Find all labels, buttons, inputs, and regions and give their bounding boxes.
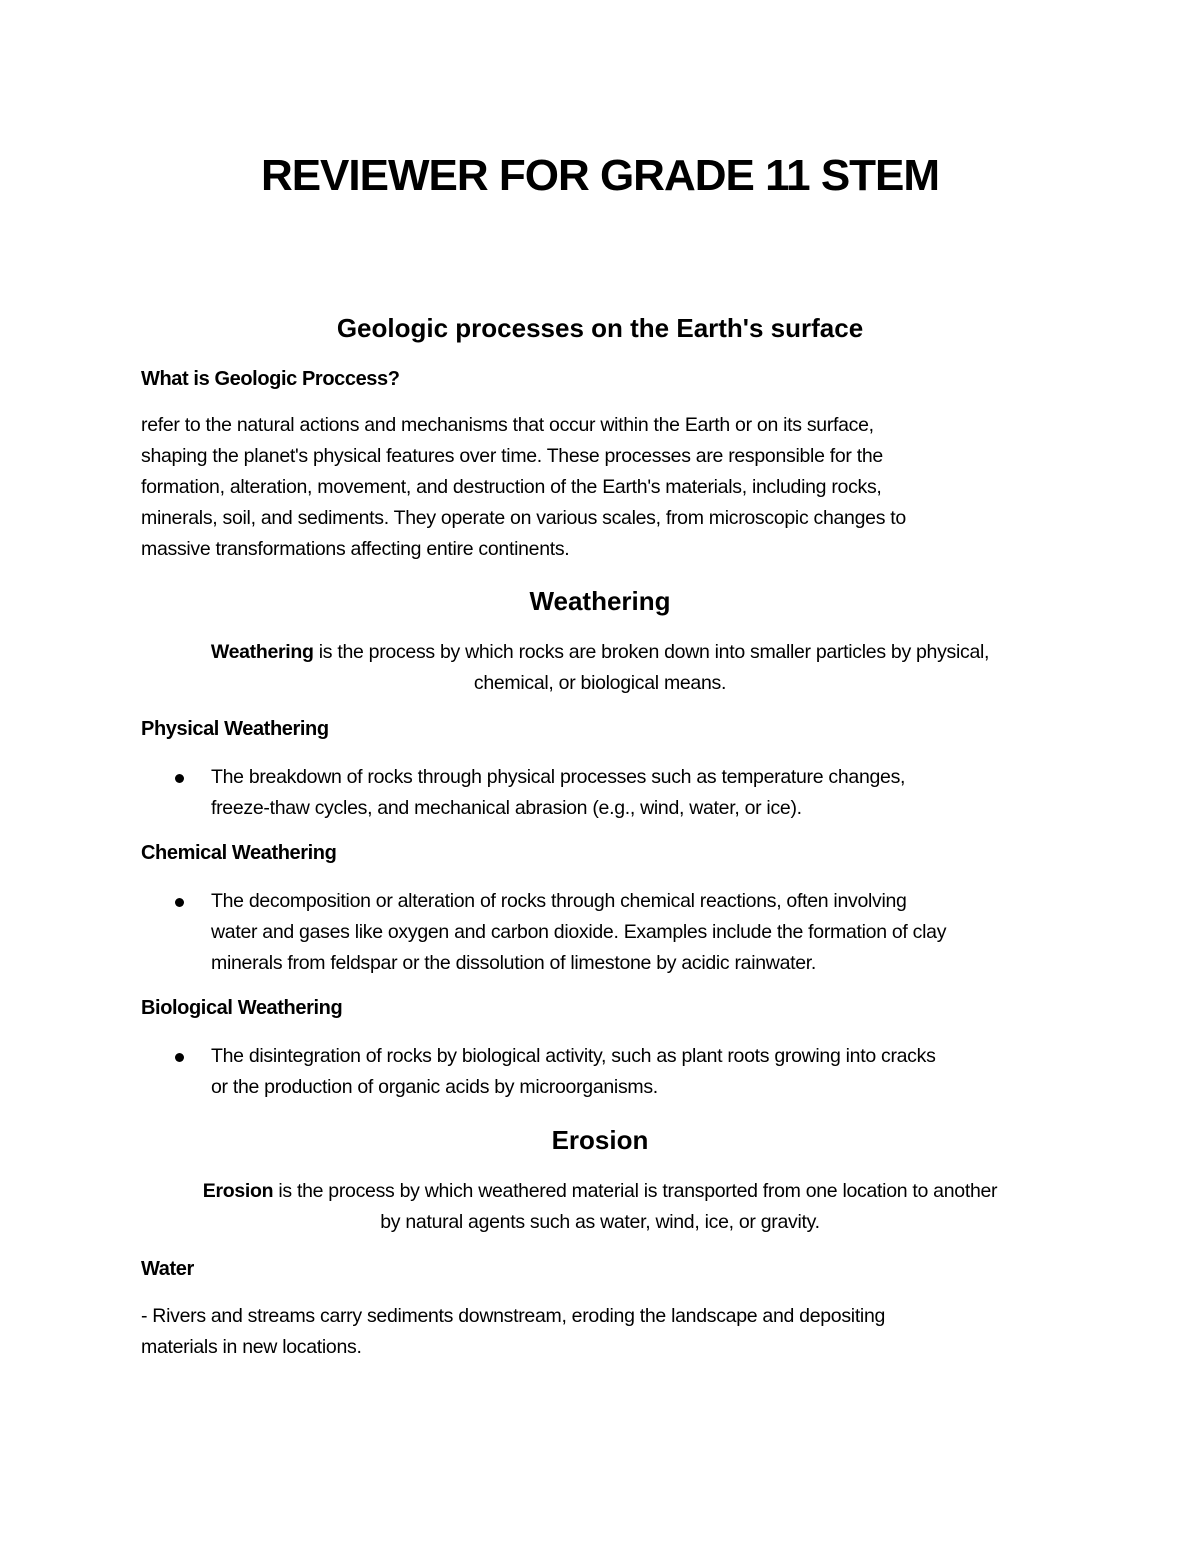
definition-term: Erosion: [202, 1180, 274, 1202]
paragraph-line: - Rivers and streams carry sediments downstream, eroding the landscape and depositing: [141, 1305, 886, 1327]
bullet-text: [211, 1041, 936, 1103]
weathering-definition: [0, 637, 1200, 699]
subheading-chemical-weathering: Chemical Weathering: [141, 842, 337, 864]
definition-line: chemical, or biological means.: [473, 672, 727, 694]
paragraph-line: massive transformations affecting entire continents.: [141, 538, 570, 560]
question-heading: What is Geologic Proccess?: [141, 368, 400, 390]
definition-term: Weathering: [210, 641, 314, 663]
subheading-biological-weathering: Biological Weathering: [141, 997, 343, 1019]
bullet-icon: [175, 898, 184, 907]
water-paragraph: [141, 1301, 885, 1363]
geologic-paragraph: [141, 410, 906, 565]
paragraph-line: formation, alteration, movement, and destruction of the Earth's materials, including rocks,: [141, 476, 882, 498]
paragraph-line: shaping the planet's physical features over time. These processes are responsible for the: [141, 445, 883, 467]
bullet-icon: [175, 774, 184, 783]
bullet-line: freeze-thaw cycles, and mechanical abrasion (e.g., wind, water, or ice).: [211, 797, 802, 819]
bullet-text: [211, 762, 905, 824]
document-title: REVIEWER FOR GRADE 11 STEM: [260, 151, 940, 200]
bullet-line: The breakdown of rocks through physical processes such as temperature changes,: [211, 766, 906, 788]
paragraph-line: refer to the natural actions and mechanisms that occur within the Earth or on its surface,: [141, 414, 874, 436]
paragraph-line: materials in new locations.: [141, 1336, 362, 1358]
bullet-line: water and gases like oxygen and carbon dioxide. Examples include the formation of clay: [211, 921, 947, 943]
section-heading-weathering: Weathering: [529, 586, 671, 616]
section-heading-geologic: Geologic processes on the Earth's surface: [336, 313, 864, 343]
bullet-line: The decomposition or alteration of rocks through chemical reactions, often involving: [211, 890, 907, 912]
bullet-line: minerals from feldspar or the dissolution of limestone by acidic rainwater.: [211, 952, 817, 974]
definition-line: by natural agents such as water, wind, ice, or gravity.: [380, 1211, 820, 1233]
subheading-physical-weathering: Physical Weathering: [141, 718, 329, 740]
bullet-line: The disintegration of rocks by biological activity, such as plant roots growing into cracks: [211, 1045, 936, 1067]
section-heading-erosion: Erosion: [551, 1125, 649, 1155]
definition-line: [0, 637, 1200, 668]
erosion-definition: [0, 1176, 1200, 1238]
bullet-line: or the production of organic acids by microorganisms.: [211, 1076, 658, 1098]
bullet-text: [211, 886, 946, 979]
definition-text: is the process by which weathered material is transported from one location to another: [273, 1180, 998, 1202]
definition-line: [0, 1176, 1200, 1207]
paragraph-line: minerals, soil, and sediments. They operate on various scales, from microscopic changes to: [141, 507, 906, 529]
bullet-icon: [175, 1053, 184, 1062]
subheading-water: Water: [141, 1258, 194, 1280]
definition-text: is the process by which rocks are broken down into smaller particles by physical,: [313, 641, 990, 663]
